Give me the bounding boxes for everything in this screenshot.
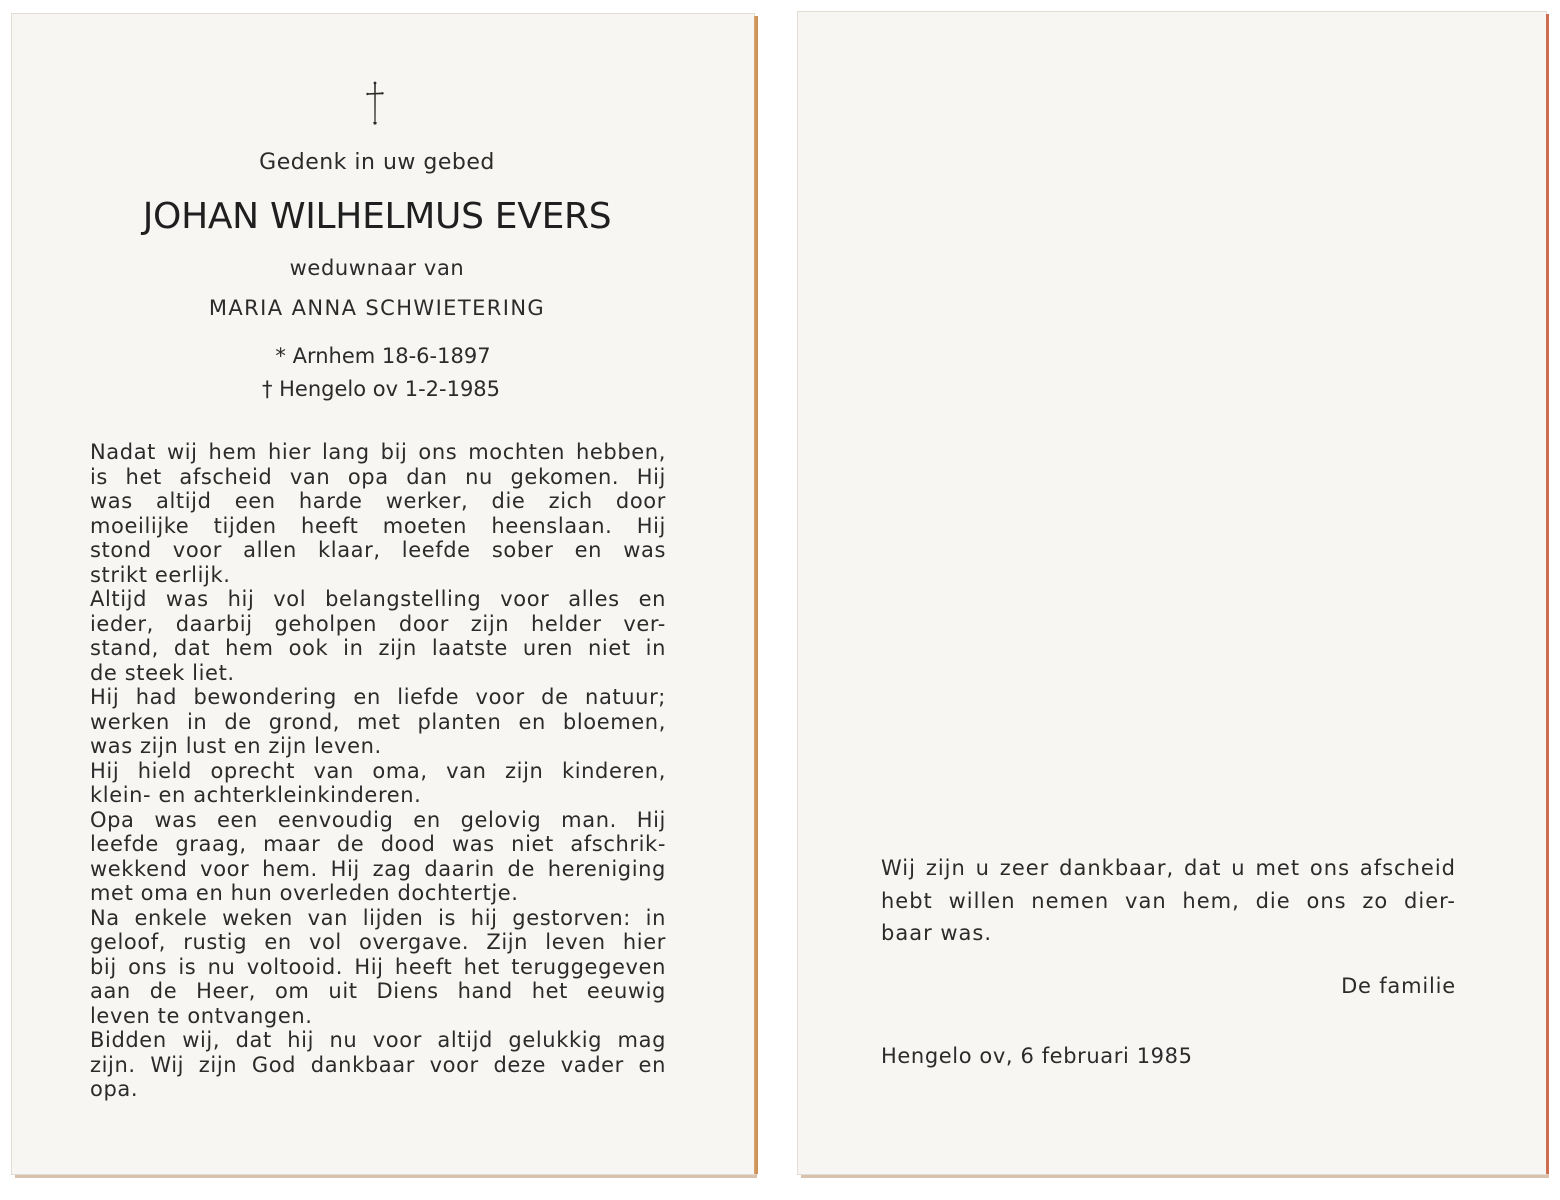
obituary-line: moeilijke tijden heeft moeten heenslaan. Hij xyxy=(90,513,666,538)
obituary-line: Hij had bewondering en liefde voor de natuur; xyxy=(90,685,666,709)
obituary-line: werken in de grond, met planten en bloemen, xyxy=(90,709,666,734)
obituary-line: met oma en hun overleden dochtertje. xyxy=(90,881,519,905)
obituary-line: was zijn lust en zijn leven. xyxy=(90,734,382,758)
obituary-line: opa. xyxy=(90,1077,139,1101)
obituary-line: is het afscheid van opa dan nu gekomen. Hij xyxy=(90,464,666,489)
obituary-line: was altijd een harde werker, die zich door xyxy=(90,489,666,513)
obituary-line: ieder, daarbij geholpen door zijn helder ver- xyxy=(90,611,666,636)
cross-icon xyxy=(363,80,387,126)
deceased-name: JOHAN WILHELMUS EVERS xyxy=(142,196,612,237)
thanks-line: baar was. xyxy=(881,921,993,945)
obituary-line: Opa was een eenvoudig en gelovig man. Hij xyxy=(90,807,666,832)
thanks-line: hebt willen nemen van hem, die ons zo dier- xyxy=(881,888,1456,913)
obituary-line: Bidden wij, dat hij nu voor altijd gelukkig mag xyxy=(90,1028,666,1052)
thank-you-text xyxy=(881,852,1456,950)
card-back-edge xyxy=(1546,14,1549,1174)
obituary-line: Altijd was hij vol belangstelling voor alles en xyxy=(90,587,666,611)
obituary-line: leven te ontvangen. xyxy=(90,1003,313,1028)
death-line: † Hengelo ov 1-2-1985 xyxy=(261,377,501,401)
memorial-card-back xyxy=(798,12,1546,1174)
relation-text: weduwnaar van xyxy=(289,256,465,280)
family-signature: De familie xyxy=(1341,974,1456,998)
card-front-edge xyxy=(754,16,758,1174)
obituary-line: zijn. Wij zijn God dankbaar voor deze vader en xyxy=(90,1052,666,1077)
obituary-line: stand, dat hem ook in zijn laatste uren niet in xyxy=(90,636,666,660)
obituary-line: de steek liet. xyxy=(90,660,235,685)
birth-line: * Arnhem 18-6-1897 xyxy=(275,344,491,368)
obituary-line: bij ons is nu voltooid. Hij heeft het teruggegeven xyxy=(90,954,666,979)
remember-heading: Gedenk in uw gebed xyxy=(259,150,495,175)
spouse-name: MARIA ANNA SCHWIETERING xyxy=(208,296,546,320)
obituary-line: leefde graag, maar de dood was niet afschrik- xyxy=(90,832,666,856)
obituary-line: strikt eerlijk. xyxy=(90,562,231,587)
obituary-line: klein- en achterkleinkinderen. xyxy=(90,783,422,807)
obituary-line: aan de Heer, om uit Diens hand het eeuwig xyxy=(90,979,666,1003)
obituary-line: geloof, rustig en vol overgave. Zijn leven hier xyxy=(90,930,666,954)
obituary-line: wekkend voor hem. Hij zag daarin de hereniging xyxy=(90,856,666,881)
obituary-line: Na enkele weken van lijden is hij gestorven: in xyxy=(90,905,666,930)
obituary-line: Nadat wij hem hier lang bij ons mochten hebben, xyxy=(90,440,666,464)
thanks-line: Wij zijn u zeer dankbaar, dat u met ons afscheid xyxy=(881,856,1456,880)
obituary-text xyxy=(90,440,666,1102)
obituary-line: stond voor allen klaar, leefde sober en was xyxy=(90,538,666,562)
place-date: Hengelo ov, 6 februari 1985 xyxy=(881,1044,1193,1068)
obituary-line: Hij hield oprecht van oma, van zijn kinderen, xyxy=(90,758,666,783)
